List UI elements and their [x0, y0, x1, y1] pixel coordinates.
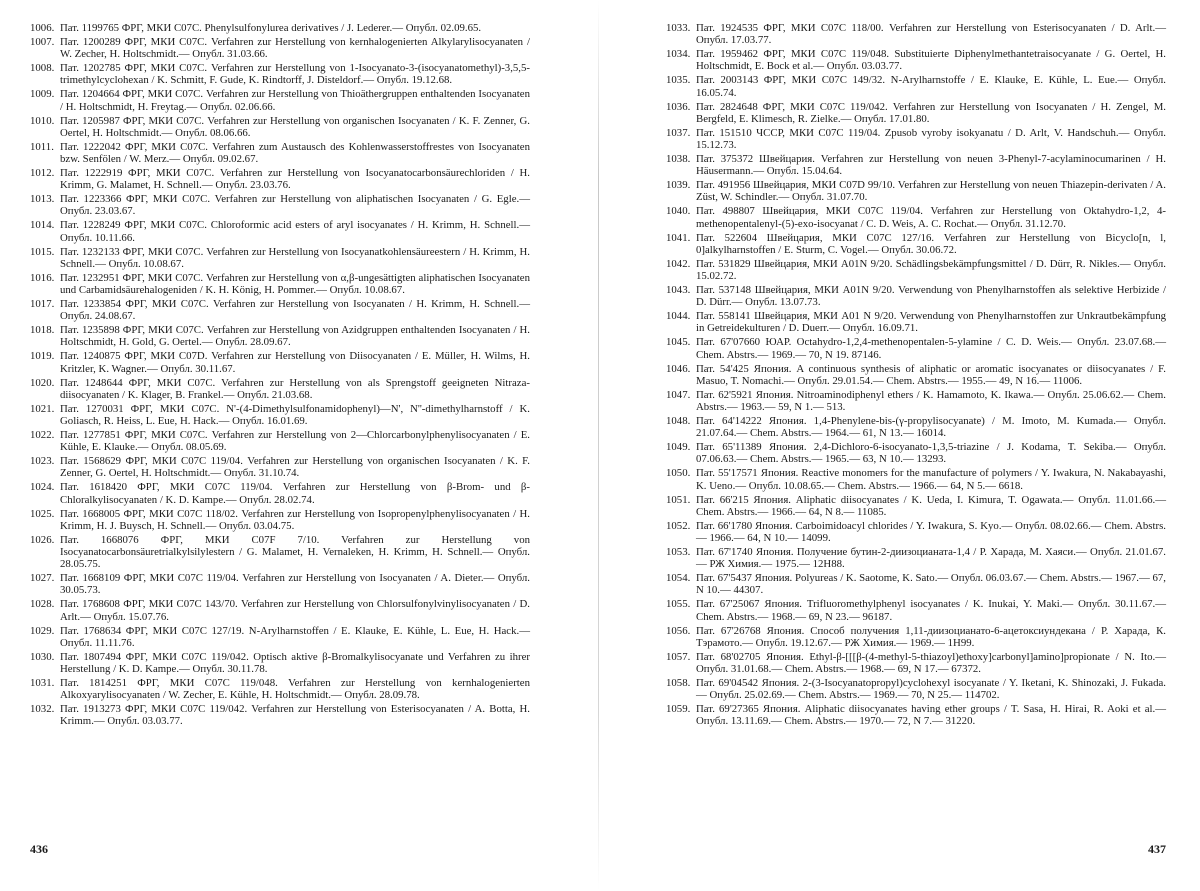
entry-text: Пат. 537148 Швейцария, МКИ А01N 9/20. Verwendung von Phenylharnstoffen als selektive Herbizide / D. Dürr.— Опубл. 13.07.73. [696, 284, 1166, 309]
bibliography-entry [666, 127, 1166, 151]
bibliography-entry [30, 167, 530, 191]
bibliography-entry [30, 88, 530, 112]
entry-text: Пат. 66'1780 Япония. Carboimidoacyl chlorides / Y. Iwakura, S. Kyo.— Опубл. 08.02.66.— Chem. Abstrs.— 1966.— 64, N 10.— 14099. [696, 519, 1166, 545]
entry-number: 1006. [30, 22, 55, 34]
bibliography-entry [666, 310, 1166, 334]
entry-number: 1009. [30, 88, 55, 101]
entry-number: 1058. [666, 677, 691, 690]
entry-text: Пат. 1814251 ФРГ, МКИ С07С 119/048. Verfahren zur Herstellung von kernhalogenierten Alkoxyarylisocyanaten / W. Zecher, E. Kühle, H. Holtschmidt.— Опубл. 28.09.78. [60, 677, 530, 702]
bibliography-entry [30, 403, 530, 427]
bibliography-entry [30, 141, 530, 165]
entry-text: Пат. 1618420 ФРГ, МКИ С07С 119/04. Verfahren zur Herstellung von β-Brom- und β-Chloralkylisocyanaten / K. D. Kampe.— Опубл. 28.02.74. [60, 481, 530, 506]
entry-text: Пат. 1200289 ФРГ, МКИ С07С. Verfahren zur Herstellung von kernhalogenierten Alkylarylisocyanaten / W. Zecher, H. Holtschmidt.— Опубл. 31.03.66. [60, 36, 530, 61]
bibliography-entry [30, 193, 530, 217]
bibliography-entry [30, 324, 530, 348]
entry-number: 1034. [666, 48, 691, 61]
entry-text: Пат. 69'04542 Япония. 2-(3-Isocyanatopropyl)cyclohexyl isocyanate / Y. Iketani, K. Shinozaki, J. Fukada.— Опубл. 25.02.69.— Chem. Abstrs.— 1969.— 70, N 25.— 114702. [696, 677, 1166, 702]
bibliography-entry [30, 481, 530, 505]
bibliography-entry [30, 534, 530, 571]
entry-text: Пат. 1235898 ФРГ, МКИ С07С. Verfahren zur Herstellung von Azidgruppen enthaltenden Isocyanaten / H. Holtschmidt, H. Gold, G. Oertel.— Опубл. 28.09.67. [60, 324, 530, 349]
entry-number: 1045. [666, 336, 691, 349]
entry-text: Пат. 65'11389 Япония. 2,4-Dichloro-6-isocyanato-1,3,5-triazine / J. Kodama, T. Sekiba.— Опубл. 07.06.63.— Chem. Abstrs.— 1965.— 63, N 10.— 13293. [696, 441, 1166, 466]
entry-number: 1013. [30, 193, 55, 206]
entry-number: 1020. [30, 376, 55, 389]
entry-text: Пат. 1204664 ФРГ, МКИ С07С. Verfahren zur Herstellung von Thioäthergruppen enthaltenden Isocyanaten / H. Holtschmidt, H. Freytag.— Опубл. 02.06.66. [60, 88, 530, 113]
entry-number: 1057. [666, 650, 691, 663]
entry-number: 1042. [666, 257, 691, 270]
entry-number: 1022. [30, 429, 55, 442]
entry-number: 1025. [30, 507, 55, 520]
entry-number: 1010. [30, 114, 55, 127]
entry-number: 1043. [666, 284, 691, 297]
entry-text: Пат. 1568629 ФРГ, МКИ С07С 119/04. Verfahren zur Herstellung von organischen Isocyanaten / K. F. Zenner, G. Oertel, H. Holtschmidt.— Опубл. 31.10.74. [60, 455, 530, 480]
entry-text: Пат. 1959462 ФРГ, МКИ С07С 119/048. Substituierte Diphenylmethantetraisocyanate / G. Oertel, H. Holtschmidt, E. Bock et al.— Опубл. 03.03.77. [696, 48, 1166, 73]
bibliography-entry [30, 455, 530, 479]
bibliography-entry [30, 508, 530, 532]
entry-text: Пат. 67'1740 Япония. Получение бутин-2-диизоцианата-1,4 / Р. Харада, М. Хаяси.— Опубл. 21.01.67.— РЖ Химия.— 1975.— 12Н88. [696, 546, 1166, 571]
entry-number: 1018. [30, 324, 55, 337]
entry-number: 1053. [666, 546, 691, 559]
entry-number: 1049. [666, 441, 691, 454]
entry-number: 1037. [666, 126, 691, 139]
entry-text: Пат. 1232133 ФРГ, МКИ С07С. Verfahren zur Herstellung von Isocyanatkohlensäureestern / H. Krimm, H. Schnell.— Опубл. 10.08.67. [60, 245, 530, 270]
bibliography-entry [666, 546, 1166, 570]
entry-number: 1035. [666, 74, 691, 87]
entry-number: 1014. [30, 219, 55, 232]
entry-number: 1039. [666, 179, 691, 192]
bibliography-entry [30, 703, 530, 727]
entry-number: 1048. [666, 415, 691, 428]
entry-text: Пат. 531829 Швейцария, МКИ А01N 9/20. Schädlingsbekämpfungsmittel / D. Dürr, R. Nikles.— Опубл. 15.02.72. [696, 257, 1166, 283]
entry-text: Пат. 69'27365 Япония. Aliphatic diisocyanates having ether groups / T. Sasa, H. Hirai, R. Aoki et al.— Опубл. 13.11.69.— Chem. Abstrs.— 1970.— 72, N 7.— 31220. [696, 703, 1166, 728]
entry-text: Пат. 1222919 ФРГ, МКИ С07С. Verfahren zur Herstellung von Isocyanatocarbonsäurechloriden / H. Krimm, G. Malamet, H. Schnell.— Опубл. 23.03.76. [60, 167, 530, 192]
entry-text: Пат. 151510 ЧССР, МКИ С07С 119/04. Zpusob vyroby isokyanatu / D. Arlt, V. Handschuh.— Опубл. 15.12.73. [696, 126, 1166, 152]
bibliography-entry [30, 350, 530, 374]
bibliography-entry [30, 677, 530, 701]
bibliography-entry [30, 22, 530, 34]
bibliography-entry [30, 651, 530, 675]
bibliography-entry [666, 441, 1166, 465]
bibliography-entry [30, 625, 530, 649]
entry-number: 1038. [666, 153, 691, 166]
entry-number: 1007. [30, 36, 55, 48]
entry-number: 1016. [30, 271, 55, 284]
bibliography-entry [30, 62, 530, 86]
bibliography-entry [666, 179, 1166, 203]
bibliography-entry [666, 153, 1166, 177]
entry-number: 1036. [666, 100, 691, 113]
entry-text: Пат. 1668076 ФРГ, МКИ С07F 7/10. Verfahren zur Herstellung von Isocyanatocarbonsäuretrialkylsilylestern / G. Malamet, H. Vernaleken, H. Krimm, H. Schnell.— Опубл. 28.05.75. [60, 533, 530, 571]
bibliography-entry [30, 377, 530, 401]
entry-number: 1040. [666, 205, 691, 218]
entry-text: Пат. 55'17571 Япония. Reactive monomers for the manufacture of polymers / Y. Iwakura, N. Nakabayashi, K. Ueno.— Опубл. 10.08.65.— Chem. Abstrs.— 1966.— 64, N 5.— 6618. [696, 467, 1166, 492]
bibliography-entry [30, 246, 530, 270]
bibliography-entry [30, 219, 530, 243]
entry-text: Пат. 62'5921 Япония. Nitroaminodiphenyl ethers / K. Hamamoto, K. Ikawa.— Опубл. 25.06.62.— Chem. Abstrs.— 1963.— 59, N 1.— 513. [696, 388, 1166, 414]
entry-text: Пат. 1199765 ФРГ, МКИ С07С. Phenylsulfonylurea derivatives / J. Lederer.— Опубл. 02.09.65. [60, 22, 482, 34]
entry-text: Пат. 1232951 ФРГ, МКИ С07С. Verfahren zur Herstellung von α,β-ungesättigten aliphatischen Isocyanaten und Carbamidsäurehalogeniden / K. H. König, H. Pommer.— Опубл. 10.08.67. [60, 271, 530, 297]
gutter-divider [598, 0, 599, 891]
bibliography-entry [666, 677, 1166, 701]
entry-number: 1027. [30, 572, 55, 585]
entry-text: Пат. 491956 Швейцария, МКИ С07D 99/10. Verfahren zur Herstellung von neuen Thiazepin-derivaten / A. Züst, W. Schindler.— Опубл. 31.07.70. [696, 179, 1166, 204]
bibliography-entry [30, 429, 530, 453]
entry-text: Пат. 1205987 ФРГ, МКИ С07С. Verfahren zur Herstellung von organischen Isocyanaten / K. F. Zenner, G. Oertel, H. Holtschmidt.— Опубл. 08.06.66. [60, 114, 530, 139]
bibliography-entry [666, 598, 1166, 622]
entry-text: Пат. 64'14222 Япония. 1,4-Phenylene-bis-(γ-propylisocyanate) / M. Imoto, M. Kumada.— Опубл. 21.07.64.— Chem. Abstrs.— 1964.— 61, N 13.— 16014. [696, 415, 1166, 440]
entry-number: 1052. [666, 519, 691, 532]
entry-number: 1024. [30, 481, 55, 494]
entry-text: Пат. 54'425 Япония. A continuous synthesis of aliphatic or aromatic isocyanates or diisocyanates / F. Masuo, T. Nomachi.— Опубл. 29.01.54.— Chem. Abstrs.— 1955.— 49, N 16.— 11006. [696, 362, 1166, 387]
entry-number: 1055. [666, 598, 691, 611]
left-entry-list [30, 22, 530, 728]
bibliography-entry [666, 48, 1166, 72]
entry-text: Пат. 2003143 ФРГ, МКИ С07С 149/32. N-Arylharnstoffe / E. Klauke, E. Kühle, L. Eue.— Опубл. 16.05.74. [696, 74, 1166, 99]
bibliography-entry [666, 101, 1166, 125]
entry-number: 1050. [666, 467, 691, 480]
bibliography-entry [666, 22, 1166, 46]
bibliography-entry [666, 467, 1166, 491]
bibliography-entry [666, 363, 1166, 387]
entry-text: Пат. 67'07660 ЮАР. Octahydro-1,2,4-methenopentalen-5-ylamine / C. D. Weis.— Опубл. 23.07.68.— Chem. Abstrs.— 1969.— 70, N 19. 87146. [696, 336, 1166, 361]
bibliography-entry [666, 284, 1166, 308]
entry-text: Пат. 2824648 ФРГ, МКИ С07С 119/042. Verfahren zur Herstellung von Isocyanaten / H. Zengel, M. Bergfeld, E. Klimesch, R. Zielke.— Опубл. 17.01.80. [696, 100, 1166, 125]
entry-number: 1041. [666, 231, 691, 244]
page-number: 436 [30, 842, 48, 856]
bibliography-entry [30, 572, 530, 596]
entry-text: Пат. 1233854 ФРГ, МКИ С07С. Verfahren zur Herstellung von Isocyanaten / H. Krimm, H. Schnell.— Опубл. 24.08.67. [60, 298, 530, 323]
entry-text: Пат. 68'02705 Япония. Ethyl-β-[[[β-(4-methyl-5-thiazoyl)ethoxy]carbonyl]amino]propionate / N. Ito.— Опубл. 31.01.68.— Chem. Abstrs.— 1968.— 69, N 17.— 67372. [696, 650, 1166, 676]
entry-text: Пат. 1913273 ФРГ, МКИ С07С 119/042. Verfahren zur Herstellung von Esterisocyanaten / A. Botta, H. Krimm.— Опубл. 03.03.77. [60, 703, 530, 728]
entry-number: 1019. [30, 350, 55, 363]
entry-text: Пат. 1807494 ФРГ, МКИ С07С 119/042. Optisch aktive β-Bromalkylisocyanate und Verfahren zu ihrer Herstellung / K. D. Kampe.— Опубл. 30.11.78. [60, 650, 530, 676]
bibliography-entry [666, 494, 1166, 518]
entry-number: 1030. [30, 650, 55, 663]
right-page [666, 22, 1166, 856]
entry-text: Пат. 375372 Швейцария. Verfahren zur Herstellung von neuen 3-Phenyl-7-acylaminocumarinen / H. Häusermann.— Опубл. 15.04.64. [696, 153, 1166, 178]
entry-number: 1046. [666, 362, 691, 375]
entry-number: 1028. [30, 598, 55, 611]
entry-text: Пат. 67'25067 Япония. Trifluoromethylphenyl isocyanates / K. Inukai, Y. Maki.— Опубл. 30.11.67.— Chem. Abstrs.— 1968.— 69, N 23.— 96187. [696, 598, 1166, 623]
entry-text: Пат. 1270031 ФРГ, МКИ С07С. N'-(4-Dimethylsulfonamidophenyl)—N', N''-dimethylharnstoff / K. Goliasch, R. Heiss, L. Eue, H. Hack.— Опубл. 16.01.69. [60, 402, 530, 428]
bibliography-entry [666, 415, 1166, 439]
entry-text: Пат. 1924535 ФРГ, МКИ С07С 118/00. Verfahren zur Herstellung von Esterisocyanaten / D. Arlt.— Опубл. 17.03.77. [696, 22, 1166, 47]
bibliography-entry [666, 258, 1166, 282]
bibliography-entry [30, 598, 530, 622]
entry-text: Пат. 66'215 Япония. Aliphatic diisocyanates / K. Ueda, I. Kimura, T. Ogawata.— Опубл. 11.01.66.— Chem. Abstrs.— 1966.— 64, N 8.— 11085. [696, 493, 1166, 518]
entry-number: 1012. [30, 167, 55, 180]
bibliography-entry [666, 703, 1166, 727]
entry-number: 1008. [30, 62, 55, 75]
entry-number: 1011. [30, 140, 54, 153]
entry-text: Пат. 1202785 ФРГ, МКИ С07С. Verfahren zur Herstellung von 1-Isocyanato-3-(isocyanatomethyl)-3,5,5-trimethylcyclohexan / K. Schmitt, F. Gude, K. Rindtorff, J. Disteldorf.— Опубл. 19.12.68. [60, 62, 530, 87]
entry-text: Пат. 67'26768 Япония. Способ получения 1,11-диизоцианато-6-ацетоксиундекана / Р. Харада, К. Тэрамото.— Опубл. 19.12.67.— РЖ Химия.— 1969.— 1Н99. [696, 624, 1166, 649]
entry-text: Пат. 1768634 ФРГ, МКИ С07С 127/19. N-Arylharnstoffen / E. Klauke, E. Kühle, L. Eue, H. Hack.— Опубл. 11.11.76. [60, 624, 530, 649]
entry-number: 1031. [30, 677, 55, 690]
entry-number: 1015. [30, 245, 55, 258]
right-entry-list [666, 22, 1166, 728]
entry-text: Пат. 1768608 ФРГ, МКИ С07С 143/70. Verfahren zur Herstellung von Chlorsulfonylvinylisocyanaten / D. Arlt.— Опубл. 15.07.76. [60, 598, 530, 623]
bibliography-entry [666, 625, 1166, 649]
entry-text: Пат. 1240875 ФРГ, МКИ С07D. Verfahren zur Herstellung von Diisocyanaten / E. Müller, H. Wilms, H. Kritzler, K. Wagner.— Опубл. 30.11.67. [60, 350, 530, 375]
bibliography-entry [30, 115, 530, 139]
entry-text: Пат. 1277851 ФРГ, МКИ С07С. Verfahren zur Herstellung von 2—Chlorcarbonylphenylisocyanaten / E. Kühle, E. Klauke.— Опубл. 08.05.69. [60, 429, 530, 454]
entry-number: 1047. [666, 388, 691, 401]
bibliography-entry [666, 232, 1166, 256]
entry-number: 1051. [666, 493, 691, 506]
entry-text: Пат. 1228249 ФРГ, МКИ С07С. Chloroformic acid esters of aryl isocyanates / H. Krimm, H. Schnell.— Опубл. 10.11.66. [60, 219, 530, 244]
entry-number: 1026. [30, 533, 55, 546]
bibliography-entry [666, 336, 1166, 360]
entry-text: Пат. 67'5437 Япония. Polyureas / K. Saotome, K. Sato.— Опубл. 06.03.67.— Chem. Abstrs.— 1967.— 67, N 10.— 44307. [696, 572, 1166, 597]
entry-number: 1032. [30, 703, 55, 716]
entry-text: Пат. 1222042 ФРГ, МКИ С07С. Verfahren zum Austausch des Kohlenwasserstoffrestes von Isocyanaten bzw. Senfölen / W. Merz.— Опубл. 09.02.67. [60, 140, 530, 166]
bibliography-entry [666, 205, 1166, 229]
entry-text: Пат. 1223366 ФРГ, МКИ С07С. Verfahren zur Herstellung von aliphatischen Isocyanaten / G. Egle.— Опубл. 23.03.67. [60, 193, 530, 218]
bibliography-entry [666, 389, 1166, 413]
entry-number: 1029. [30, 624, 55, 637]
bibliography-entry [666, 572, 1166, 596]
bibliography-entry [30, 272, 530, 296]
entry-text: Пат. 498807 Швейцария, МКИ С07С 119/04. Verfahren zur Herstellung von Oktahydro-1,2, 4-methenopentalenyl-(5)-exo-isocyanat / C. D. Weis, A. C. Rochat.— Опубл. 31.12.70. [696, 205, 1166, 230]
entry-text: Пат. 1668005 ФРГ, МКИ С07С 118/02. Verfahren zur Herstellung von Isopropenylphenylisocyanaten / H. Krimm, H. J. Buysch, H. Schnell.— Опубл. 03.04.75. [60, 507, 530, 532]
entry-number: 1021. [30, 402, 55, 415]
entry-number: 1056. [666, 624, 691, 637]
entry-number: 1059. [666, 703, 691, 716]
entry-number: 1044. [666, 310, 691, 323]
page-number: 437 [1148, 842, 1166, 856]
entry-number: 1054. [666, 572, 691, 585]
entry-text: Пат. 1668109 ФРГ, МКИ С07С 119/04. Verfahren zur Herstellung von Isocyanaten / A. Dieter.— Опубл. 30.05.73. [60, 572, 530, 597]
bibliography-entry [666, 520, 1166, 544]
left-page [30, 22, 530, 856]
bibliography-entry [666, 651, 1166, 675]
entry-text: Пат. 558141 Швейцария, МКИ А01 N 9/20. Verwendung von Phenylharnstoffen zur Unkrautbekämpfung in Getreidekulturen / D. Duerr.— Опубл. 16.09.71. [696, 310, 1166, 335]
entry-number: 1017. [30, 298, 55, 311]
bibliography-entry [666, 74, 1166, 98]
entry-number: 1023. [30, 455, 55, 468]
entry-text: Пат. 1248644 ФРГ, МКИ С07С. Verfahren zur Herstellung von als Sprengstoff geeigneten Nitraza-diisocyanaten / K. Klager, B. Frankel.— Опубл. 21.03.68. [60, 376, 530, 401]
bibliography-entry [30, 298, 530, 322]
bibliography-entry [30, 36, 530, 60]
entry-text: Пат. 522604 Швейцария, МКИ С07С 127/16. Verfahren zur Herstellung von Bicyclo[n, l, 0]alkylharnstoffen / E. Sturm, C. Vogel.— Опубл. 30.06.72. [696, 231, 1166, 256]
entry-number: 1033. [666, 22, 691, 34]
